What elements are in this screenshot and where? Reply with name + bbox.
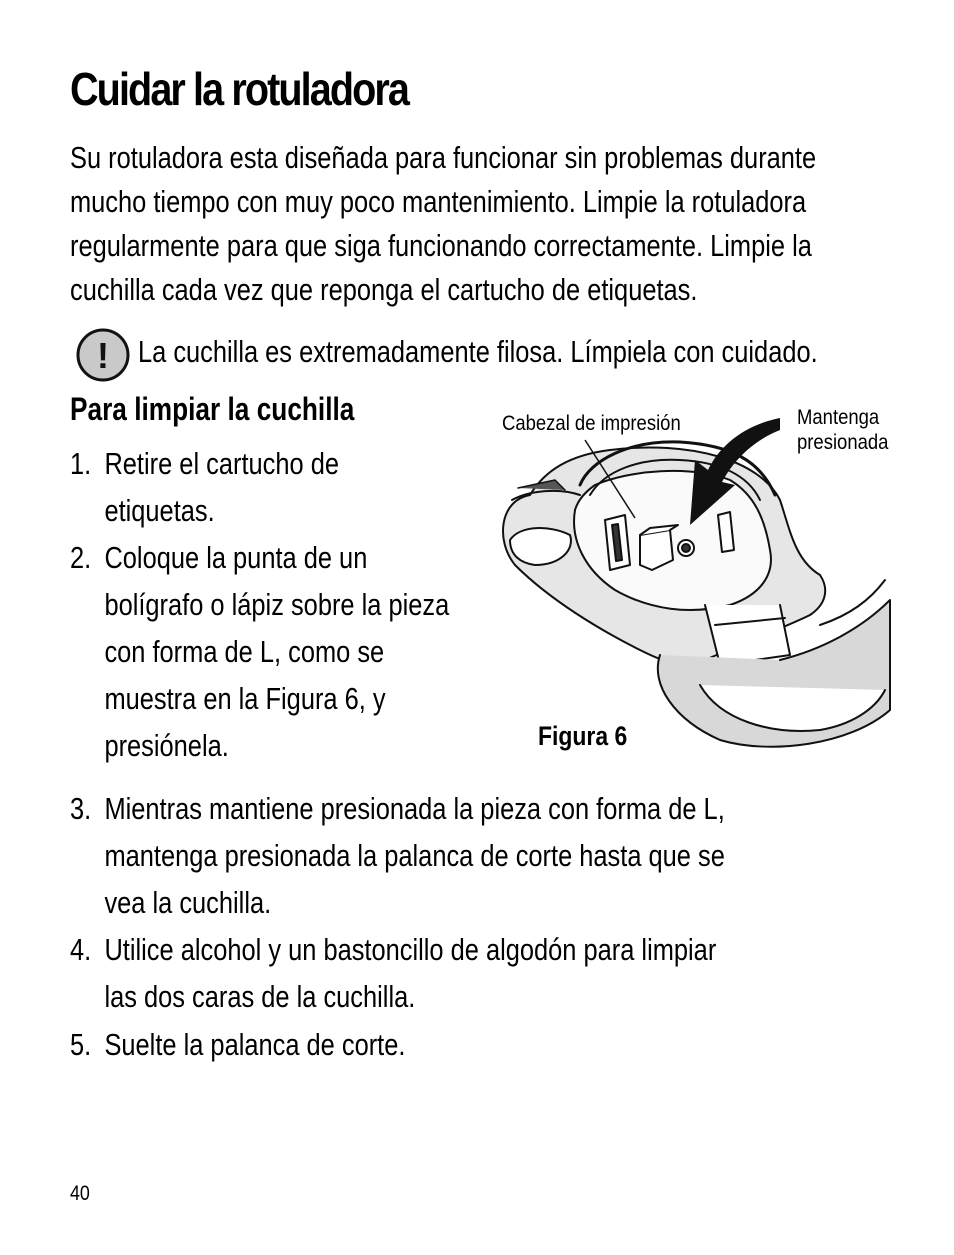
step-number: 1. [70, 446, 92, 481]
step-line: etiquetas. [104, 493, 215, 528]
step-4 [70, 926, 775, 1026]
label-maker-illustration [490, 400, 900, 770]
step-number: 3. [70, 791, 92, 826]
exclamation-symbol: ! [97, 335, 109, 376]
step-line: Coloque la punta de un [104, 540, 368, 575]
figure-caption: Figura 6 [538, 721, 628, 751]
step-5 [70, 1021, 775, 1071]
intro-line: mucho tiempo con muy poco mantenimiento. Limpie la rotuladora [70, 184, 807, 219]
step-1 [70, 440, 447, 540]
page-number: 40 [70, 1182, 90, 1205]
step-line: presiónela. [104, 728, 229, 763]
intro-line: cuchilla cada vez que reponga el cartucho de etiquetas. [70, 272, 698, 307]
page-title: Cuidar la rotuladora [70, 63, 409, 115]
step-line: bolígrafo o lápiz sobre la pieza [104, 587, 450, 622]
step-line: con forma de L, como se [104, 634, 385, 669]
intro-line: regularmente para que siga funcionando correctamente. Limpie la [70, 228, 812, 263]
step-line: vea la cuchilla. [104, 885, 272, 920]
step-line: mantenga presionada la palanca de corte hasta que se [104, 838, 725, 873]
callout-line: Mantenga [797, 406, 880, 429]
step-line: Retire el cartucho de [104, 446, 339, 481]
step-line: las dos caras de la cuchilla. [104, 979, 416, 1014]
intro-paragraph [70, 136, 817, 312]
step-number: 5. [70, 1027, 92, 1062]
exclamation-icon [76, 328, 130, 382]
callout-print-head: Cabezal de impresión [502, 412, 681, 435]
step-2 [70, 534, 480, 774]
warning-text: La cuchilla es extremadamente filosa. Límpiela con cuidado. [138, 334, 818, 369]
step-number: 4. [70, 932, 92, 967]
step-line: Utilice alcohol y un bastoncillo de algodón para limpiar [104, 932, 717, 967]
step-3 [70, 785, 775, 930]
section-heading: Para limpiar la cuchilla [70, 391, 355, 427]
callout-hold-pressed [797, 405, 888, 455]
callout-line: presionada [797, 431, 889, 454]
step-line: Suelte la palanca de corte. [104, 1027, 406, 1062]
step-line: muestra en la Figura 6, y [104, 681, 386, 716]
step-number: 2. [70, 540, 92, 575]
intro-line: Su rotuladora esta diseñada para funcionar sin problemas durante [70, 140, 817, 175]
step-line: Mientras mantiene presionada la pieza con forma de L, [104, 791, 725, 826]
